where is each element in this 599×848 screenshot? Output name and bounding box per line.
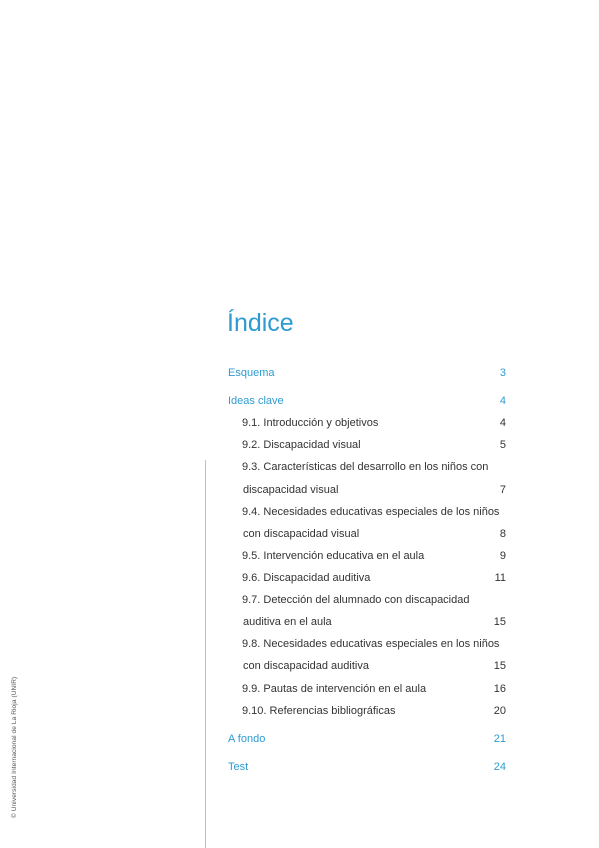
toc-entry-label: 9.7. Detección del alumnado con discapacidad [242,594,470,606]
page-title: Índice [227,309,294,337]
toc-entry-9-7-continued[interactable] [228,614,506,630]
toc-entry-label: 9.10. Referencias bibliográficas [242,705,396,717]
toc-entry-label: Esquema [228,367,275,379]
toc-entry-9-6[interactable] [228,570,506,586]
toc-entry-page: 11 [494,572,506,584]
toc-entry-page: 21 [493,733,506,745]
toc-entry-label: 9.3. Características del desarrollo en los niños con [242,461,489,473]
toc-entry-9-4[interactable] [228,504,506,520]
toc-entry-a-fondo[interactable] [228,731,506,747]
toc-entry-9-4-continued[interactable] [228,526,506,542]
toc-entry-test[interactable] [228,759,506,775]
toc-entry-9-5[interactable] [228,548,506,564]
toc-entry-9-10[interactable] [228,703,506,719]
toc-entry-9-8[interactable] [228,636,506,652]
toc-entry-label: 9.6. Discapacidad auditiva [242,572,371,584]
toc-entry-9-3[interactable] [228,459,506,475]
toc-entry-label: 9.4. Necesidades educativas especiales de los niños [242,506,500,518]
toc-entry-page: 8 [499,528,506,540]
toc-entry-label: Ideas clave [228,395,284,407]
vertical-rule [205,460,206,848]
toc-entry-page: 15 [493,660,506,672]
copyright-notice: © Universidad Internacional de La Rioja (UNIR) [11,676,18,818]
toc-entry-label: 9.1. Introducción y objetivos [242,417,379,429]
toc-entry-9-2[interactable] [228,437,506,453]
toc-entry-esquema[interactable] [228,365,506,381]
toc-entry-ideas-clave[interactable] [228,393,506,409]
toc-entry-9-3-continued[interactable] [228,482,506,498]
toc-entry-label: A fondo [228,733,266,745]
toc-entry-page: 9 [499,550,506,562]
toc-entry-label: Test [228,761,249,773]
toc-entry-page: 4 [499,395,506,407]
toc-entry-label: auditiva en el aula [243,616,332,628]
toc-entry-page: 24 [493,761,506,773]
toc-entry-label: con discapacidad auditiva [243,660,369,672]
toc-entry-label: 9.9. Pautas de intervención en el aula [242,683,427,695]
toc-entry-label: 9.5. Intervención educativa en el aula [242,550,425,562]
toc-entry-page: 7 [499,484,506,496]
toc-entry-9-1[interactable] [228,415,506,431]
toc-entry-label: 9.2. Discapacidad visual [242,439,361,451]
toc-entry-page: 5 [499,439,506,451]
toc-entry-9-7[interactable] [228,592,506,608]
toc-entry-page: 20 [493,705,506,717]
toc-entry-page: 3 [499,367,506,379]
toc-entry-page: 15 [493,616,506,628]
toc-entry-page: 4 [499,417,506,429]
toc-entry-9-9[interactable] [228,681,506,697]
toc-entry-9-8-continued[interactable] [228,658,506,674]
toc-entry-label: 9.8. Necesidades educativas especiales en los niños [242,638,500,650]
toc-entry-label: con discapacidad visual [243,528,360,540]
toc-entry-label: discapacidad visual [243,484,339,496]
toc-entry-page: 16 [493,683,506,695]
